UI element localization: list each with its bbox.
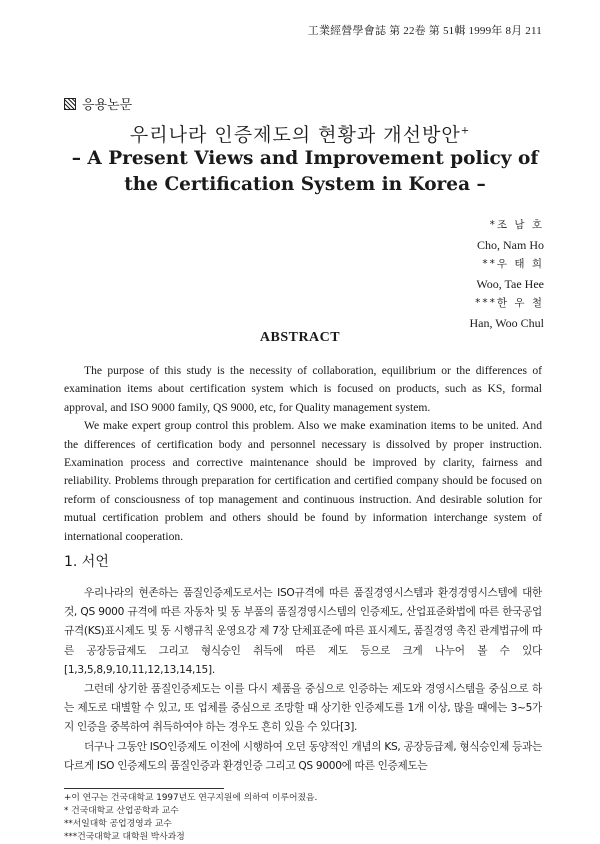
abstract-paragraph-1: The purpose of this study is the necessity of collaboration, equilibrium or the differences of examination items about certification system which is focused on products, such as KS, formal approval, and ISO 9000 family, QS 9000, etc, for Quality management system. <box>64 364 542 414</box>
body-paragraph-3: 더구나 그동안 ISO인증제도 이전에 시행하여 오던 동양적인 개념의 KS, 공장등급제, 형식승인제 등과는 다르게 ISO 인증제도의 품질인증과 환경인증 그리고 QS 9000에 따른 인증제도는 <box>64 740 542 772</box>
abstract-heading: ABSTRACT <box>259 330 341 345</box>
abstract-paragraph-2: We make expert group control this problem. Also we make examination items to be united. And the differences of certification body and personnel necessary is dissolved by proper instruction. Examination process and corrective maintenance should be improved by clarity, fairness and reliability. Problems through preparation for certification and certified company should be focused on reform of consciousness of top management and continuous instruction. And desirable solution for mutual certification problem and others should be found by information interchange system of international cooperation. <box>64 419 542 543</box>
footnote-2: * 건국대학교 산업공학과 교수 <box>64 806 179 816</box>
section-tag <box>64 94 132 113</box>
abstract-body <box>64 362 542 546</box>
author-3-korean: ***한 우 철 <box>475 297 544 309</box>
title-footnote-mark: + <box>460 125 471 137</box>
running-head: 工業經營學會誌 第 22卷 第 51輯 1999年 8月 211 <box>307 25 542 37</box>
body-paragraph-2: 그런데 상기한 품질인증제도는 이를 다시 제품을 중심으로 인증하는 제도와 경영시스템을 중심으로 하는 제도로 대별할 수 있고, 또 업체를 중심으로 조망할 때 상기한 인증제도를 1개 이상, 많을 때에는 3~5가지 인증을 중복하여 취득하여야 하는 경우도 흔히 있을 수 있다[3]. <box>64 683 542 734</box>
body-paragraph-1: 우리나라의 현존하는 품질인증제도로서는 ISO규격에 따른 품질경영시스템과 환경경영시스템에 대한 것, QS 9000 규격에 따른 자동차 및 동 부품의 품질경영시스템의 인증제도, 산업표준화법에 따른 한국공업규격(KS)표시제도 및 동 시행규칙 운영요강 제 7장 단체표준에 따른 표시제도, 품질경영 촉진 관계법규에 따른 공장등급제도 그리고 형식승인 취득에 따른 제도 등으로 크게 나누어 볼 수 있다[1,3,5,8,9,10,11,12,13,14,15]. <box>64 587 542 676</box>
footnote-1: +이 연구는 건국대학교 1997년도 연구지원에 의하여 이루어졌음. <box>64 793 318 803</box>
author-2-korean: **우 태 희 <box>482 258 544 270</box>
title-english: – A Present Views and Improvement policy of the Certification System in Korea – <box>71 148 539 195</box>
author-2-english: Woo, Tae Hee <box>476 276 544 291</box>
section-tag-label: 응용논문 <box>82 98 133 113</box>
author-1-korean: *조 남 호 <box>489 219 544 231</box>
footnote-divider <box>64 788 224 789</box>
footnote-4: ***건국대학교 대학원 박사과정 <box>64 832 185 842</box>
author-block <box>470 216 544 333</box>
hatched-box-icon <box>64 98 76 110</box>
title-korean-text: 우리나라 인증제도의 현황과 개선방안 <box>129 124 461 146</box>
title-korean <box>0 120 600 147</box>
footnotes <box>64 792 542 844</box>
author-1-english: Cho, Nam Ho <box>477 237 544 252</box>
section-heading: 1. 서언 <box>64 554 109 570</box>
body-text <box>64 584 542 776</box>
footnote-3: **서일대학 공업경영과 교수 <box>64 819 172 829</box>
author-3-english: Han, Woo Chul <box>469 315 544 330</box>
